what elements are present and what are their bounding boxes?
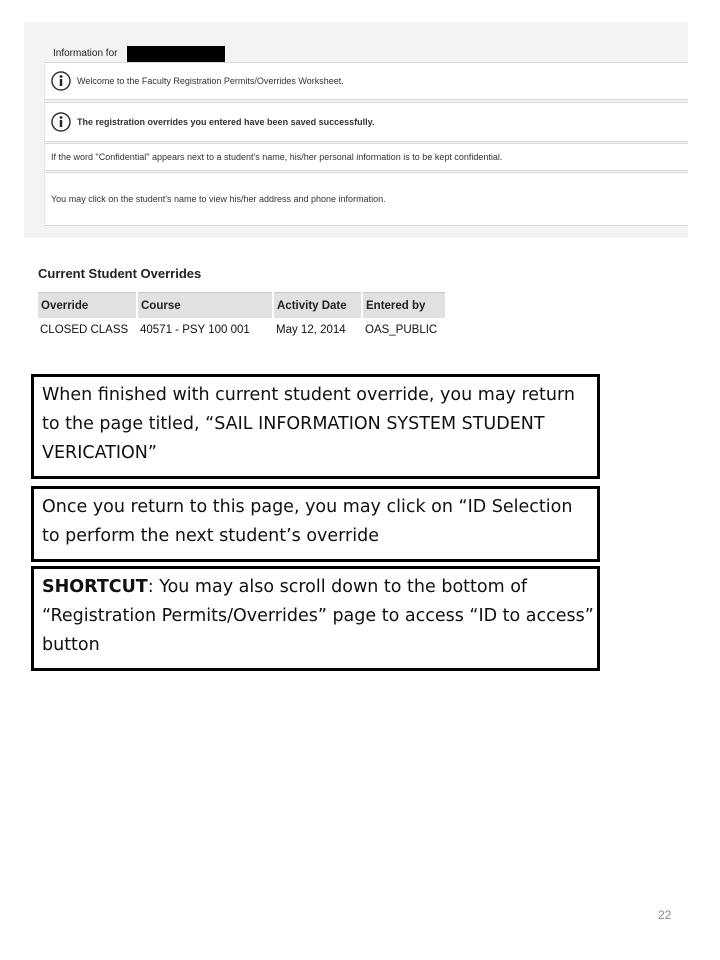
callout-shortcut — [31, 566, 600, 671]
information-for-label: Information for — [53, 48, 118, 59]
shortcut-text: : You may also scroll down to the bottom of “Registration Permits/Overrides” page to access “ID to access” button — [42, 577, 594, 655]
table-cell: CLOSED CLASS — [40, 324, 129, 336]
message-text: You may click on the student's name to view his/her address and phone information. — [51, 194, 386, 204]
overrides-table — [36, 292, 447, 338]
column-header: Activity Date — [274, 292, 361, 318]
student-name-notice — [44, 172, 688, 226]
section-title: Current Student Overrides — [38, 266, 202, 281]
table-cell: May 12, 2014 — [276, 324, 346, 336]
message-text: Welcome to the Faculty Registration Permits/Overrides Worksheet. — [77, 76, 344, 86]
info-panel — [24, 22, 688, 238]
message-text: If the word "Confidential" appears next to a student's name, his/her personal information is to be kept confidential. — [51, 152, 503, 162]
table-cell: 40571 - PSY 100 001 — [140, 324, 250, 336]
callout-id-selection: Once you return to this page, you may click on “ID Selection to perform the next student’s override — [31, 486, 600, 562]
message-text: The registration overrides you entered have been saved successfully. — [77, 117, 375, 127]
info-icon — [51, 112, 71, 132]
welcome-message — [44, 62, 688, 100]
callout-return-instruction: When finished with current student override, you may return to the page titled, “SAIL INFORMATION SYSTEM STUDENT VERICATION” — [31, 374, 600, 479]
column-header: Entered by — [363, 292, 445, 318]
page-number: 22 — [658, 908, 672, 922]
table-cell: OAS_PUBLIC — [365, 324, 438, 336]
shortcut-label: SHORTCUT — [42, 577, 148, 597]
success-message — [44, 102, 688, 142]
column-header: Override — [38, 292, 136, 318]
confidential-notice — [44, 143, 688, 171]
table-header-row — [38, 292, 445, 318]
column-header: Course — [138, 292, 272, 318]
info-icon — [51, 71, 71, 91]
table-row — [38, 318, 445, 338]
